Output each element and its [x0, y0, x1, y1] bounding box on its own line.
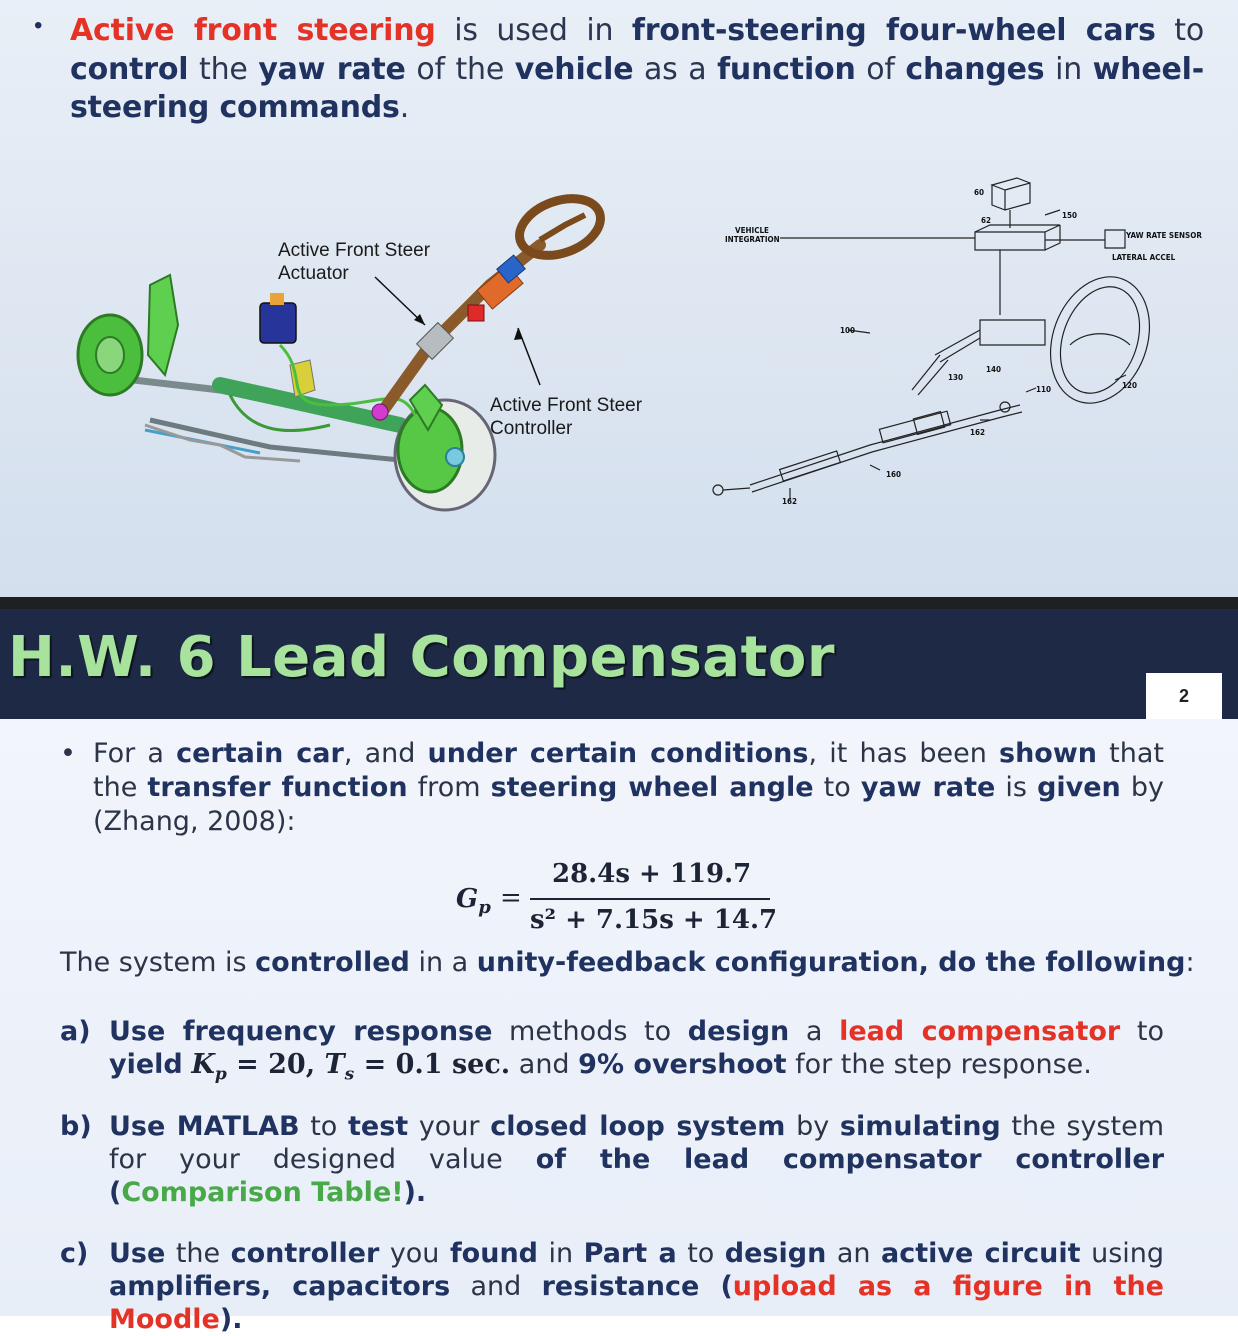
- intro-text: For a certain car, and under certain conditions, it has been shown that the transfer function from steering wheel angle to yaw rate is given by (Zhang, 2008):: [93, 738, 1165, 837]
- label-vehicle: VEHICLE: [735, 226, 769, 235]
- bullet-dot: •: [34, 12, 43, 39]
- formula-numerator: 28.4s + 119.7: [552, 859, 752, 889]
- bullet-active-front-steering: [34, 12, 1204, 128]
- ref-100: 100: [840, 326, 856, 335]
- slide-active-front-steering: [0, 0, 1238, 597]
- formula-lhs: $G_p$: [456, 884, 491, 919]
- callout-controller: Active Front Steer Controller: [490, 395, 643, 439]
- ref-120: 120: [1122, 381, 1138, 390]
- formula-equals: =: [500, 883, 522, 913]
- question-a-text: Use frequency response methods to design a lead compensator to yield $K_p = 20$, $T_s = 0.1$ sec. and 9% overshoot for the step response.: [109, 1016, 1164, 1085]
- fraction-bar: [530, 898, 770, 900]
- label-integration: INTEGRATION: [725, 235, 780, 244]
- question-b-label: b): [60, 1111, 92, 1142]
- page-title: H.W. 6 Lead Compensator: [8, 625, 835, 690]
- bullet-dot: •: [60, 738, 76, 769]
- ref-160: 160: [886, 470, 902, 479]
- ref-130: 130: [948, 373, 964, 382]
- ref-62: 62: [981, 216, 992, 225]
- formula-denominator: s² + 7.15s + 14.7: [530, 905, 778, 935]
- slide-body: [0, 719, 1238, 1335]
- question-c-text: Use the controller you found in Part a to design an active circuit using amplifiers, capacitors and resistance (upload as a figure in the Moodle).: [109, 1238, 1165, 1335]
- slide-divider: [0, 597, 1238, 609]
- question-a: [60, 1015, 1164, 1091]
- question-c: [60, 1237, 1164, 1336]
- ref-60: 60: [974, 188, 985, 197]
- ref-162-left: 162: [782, 497, 798, 506]
- system-statement: The system is controlled in a unity-feedback configuration, do the following:: [60, 947, 1195, 978]
- ref-110: 110: [1036, 385, 1052, 394]
- patent-drawing: [690, 170, 1220, 515]
- bullet-text: Active front steering is used in front-steering four-wheel cars to control the yaw rate of the vehicle as a function of changes in wheel-steering commands.: [70, 13, 1204, 125]
- page-number: 2: [1146, 673, 1222, 719]
- label-lateral-accel: LATERAL ACCEL: [1112, 253, 1176, 262]
- intro-bullet: [60, 737, 1164, 839]
- question-a-label: a): [60, 1016, 91, 1047]
- steering-system-illustration: [70, 185, 670, 515]
- question-c-label: c): [60, 1238, 89, 1269]
- ref-140: 140: [986, 365, 1002, 374]
- question-b: [60, 1110, 1164, 1209]
- label-yaw-rate-sensor: YAW RATE SENSOR: [1126, 231, 1202, 240]
- question-b-text: Use MATLAB to test your closed loop system by simulating the system for your designed value of the lead compensator controller (Comparison Table!).: [109, 1111, 1165, 1208]
- ref-162-right: 162: [970, 428, 986, 437]
- slide-hw6: [0, 609, 1238, 1335]
- spec-kp: $K_p = 20$, $T_s = 0.1$ sec.: [191, 1049, 511, 1085]
- ref-150: 150: [1062, 211, 1078, 220]
- callout-actuator: Active Front Steer Actuator: [278, 240, 431, 284]
- title-band: [0, 609, 1238, 719]
